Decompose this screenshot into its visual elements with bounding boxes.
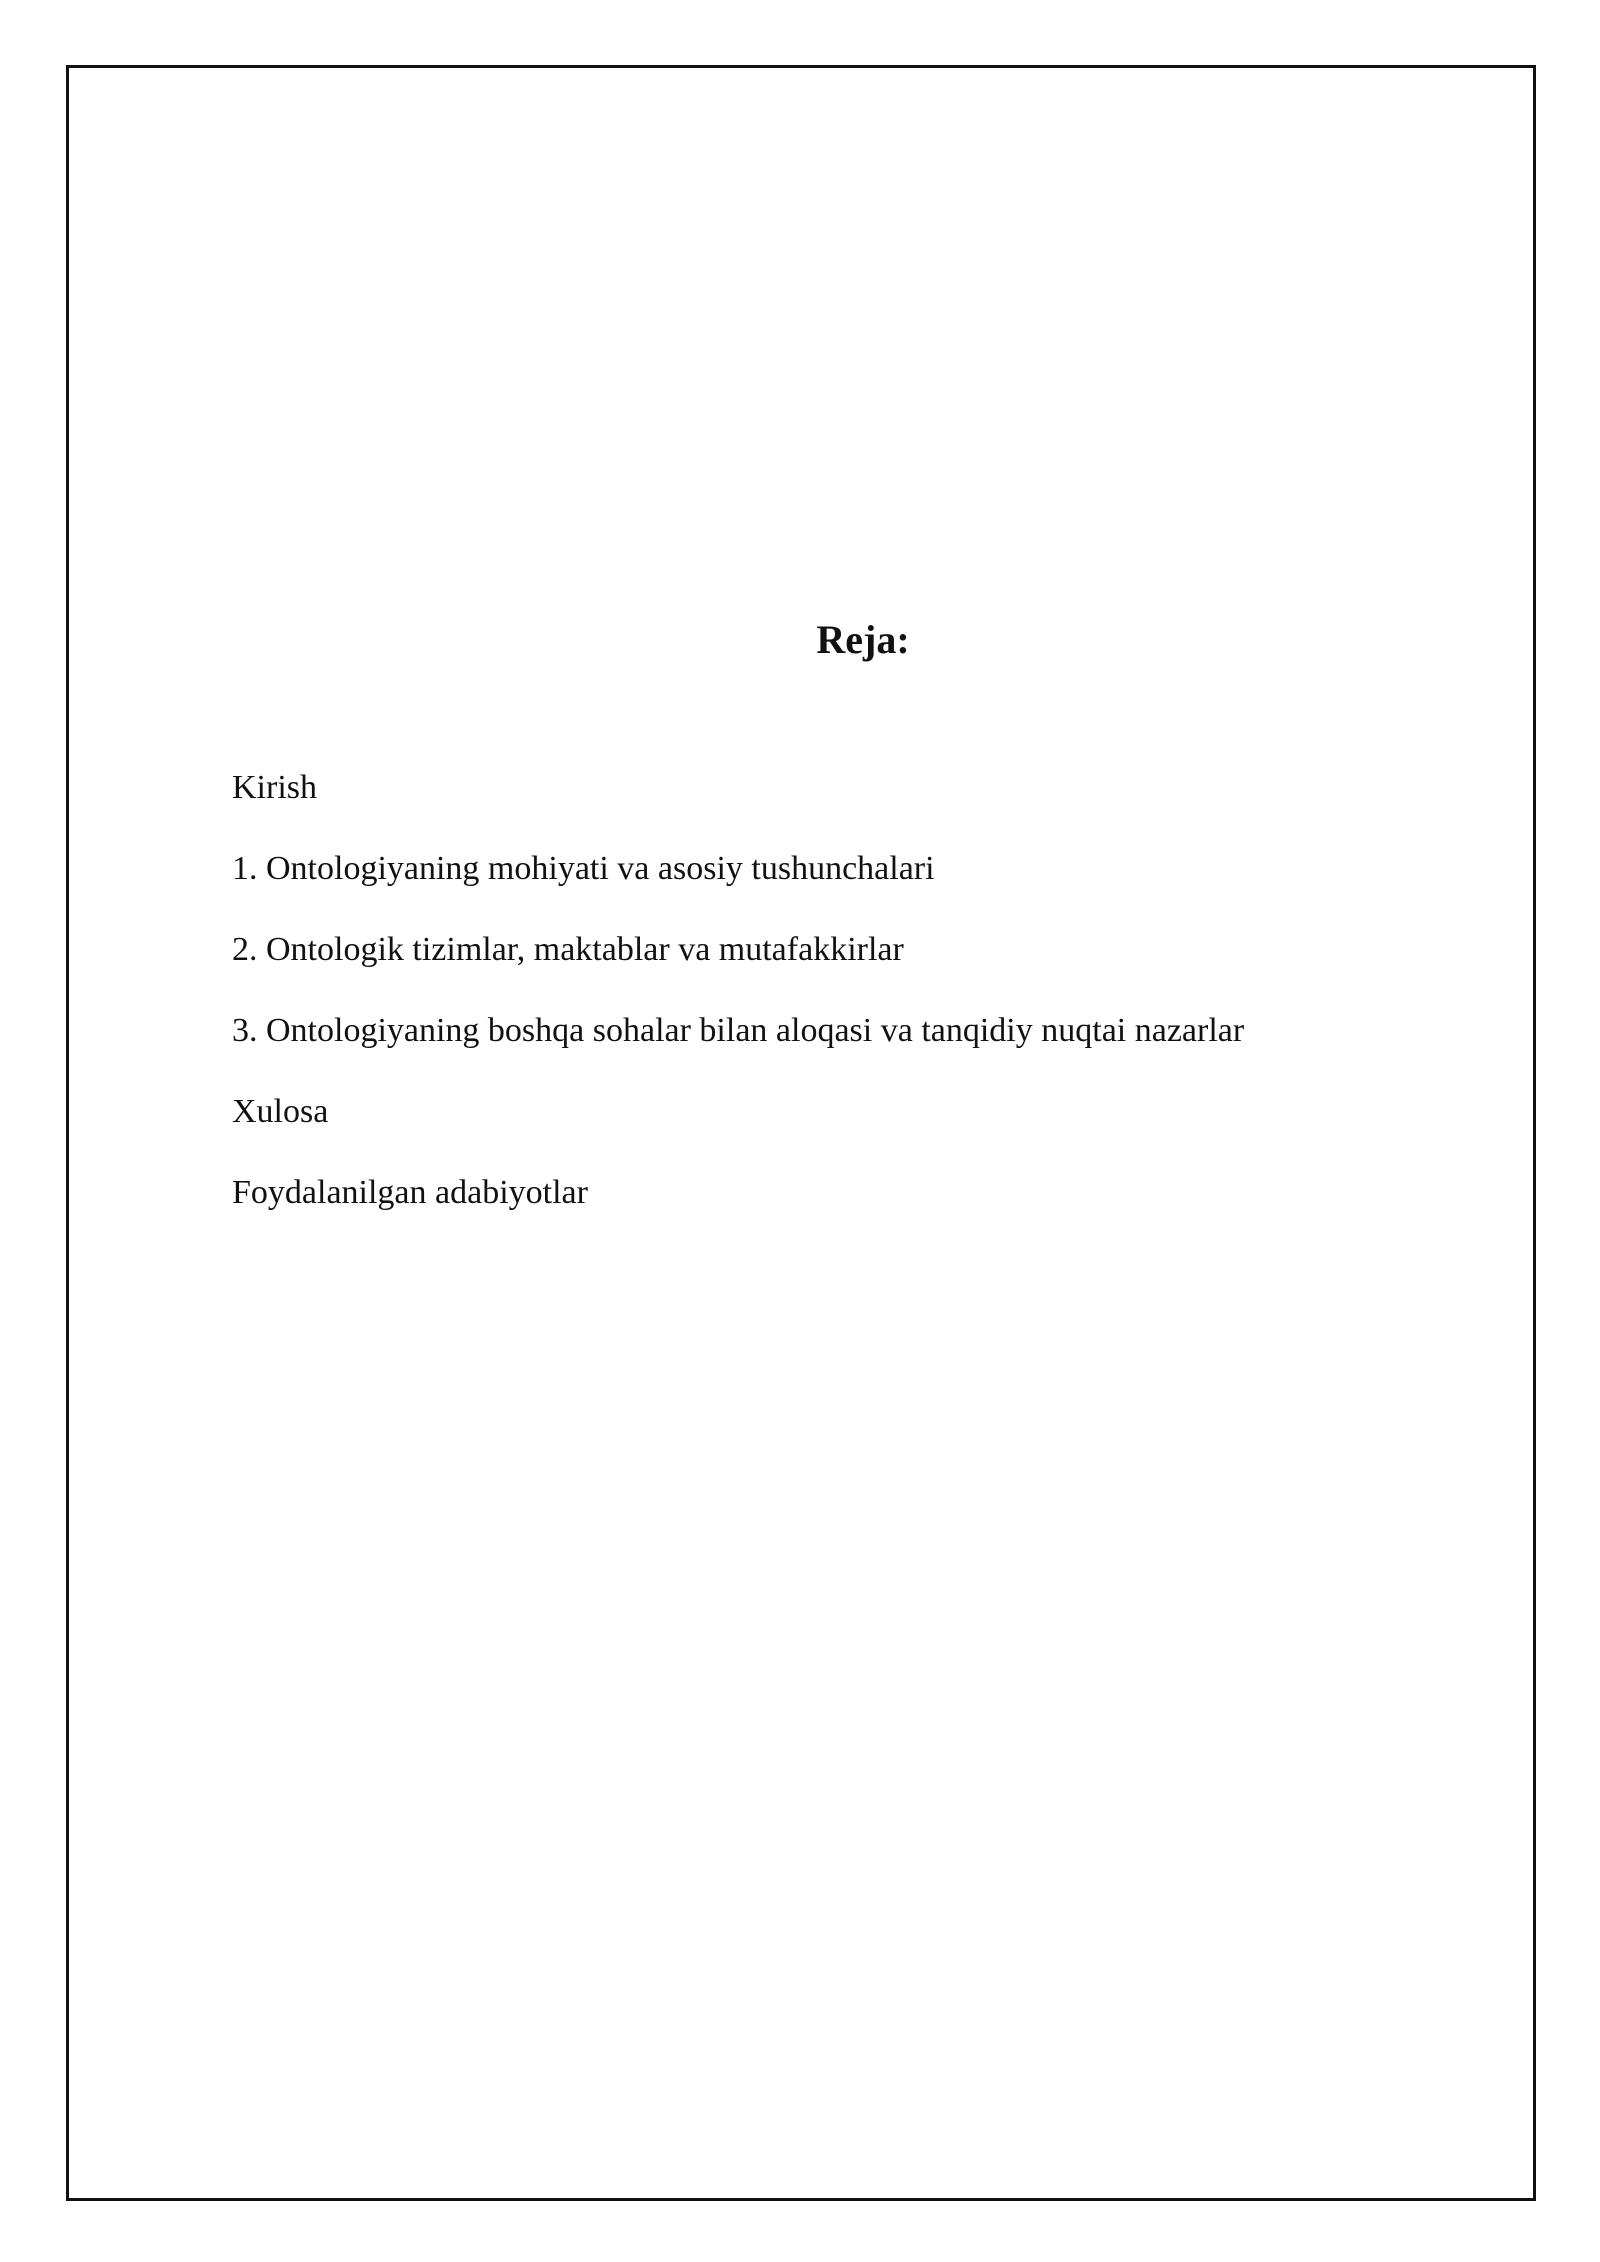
plan-item-section-1: 1. Ontologiyaning mohiyati va asosiy tushunchalari	[232, 850, 935, 887]
plan-item-introduction: Kirish	[232, 769, 317, 806]
plan-item-section-3: 3. Ontologiyaning boshqa sohalar bilan aloqasi va tanqidiy nuqtai nazarlar	[232, 1012, 1245, 1049]
plan-item-section-2: 2. Ontologik tizimlar, maktablar va mutafakkirlar	[232, 931, 904, 968]
plan-title: Reja:	[816, 617, 910, 662]
page-border	[66, 65, 1536, 2201]
plan-item-references: Foydalanilgan adabiyotlar	[232, 1174, 588, 1211]
plan-list	[232, 768, 1244, 1254]
plan-item-conclusion: Xulosa	[232, 1093, 329, 1130]
